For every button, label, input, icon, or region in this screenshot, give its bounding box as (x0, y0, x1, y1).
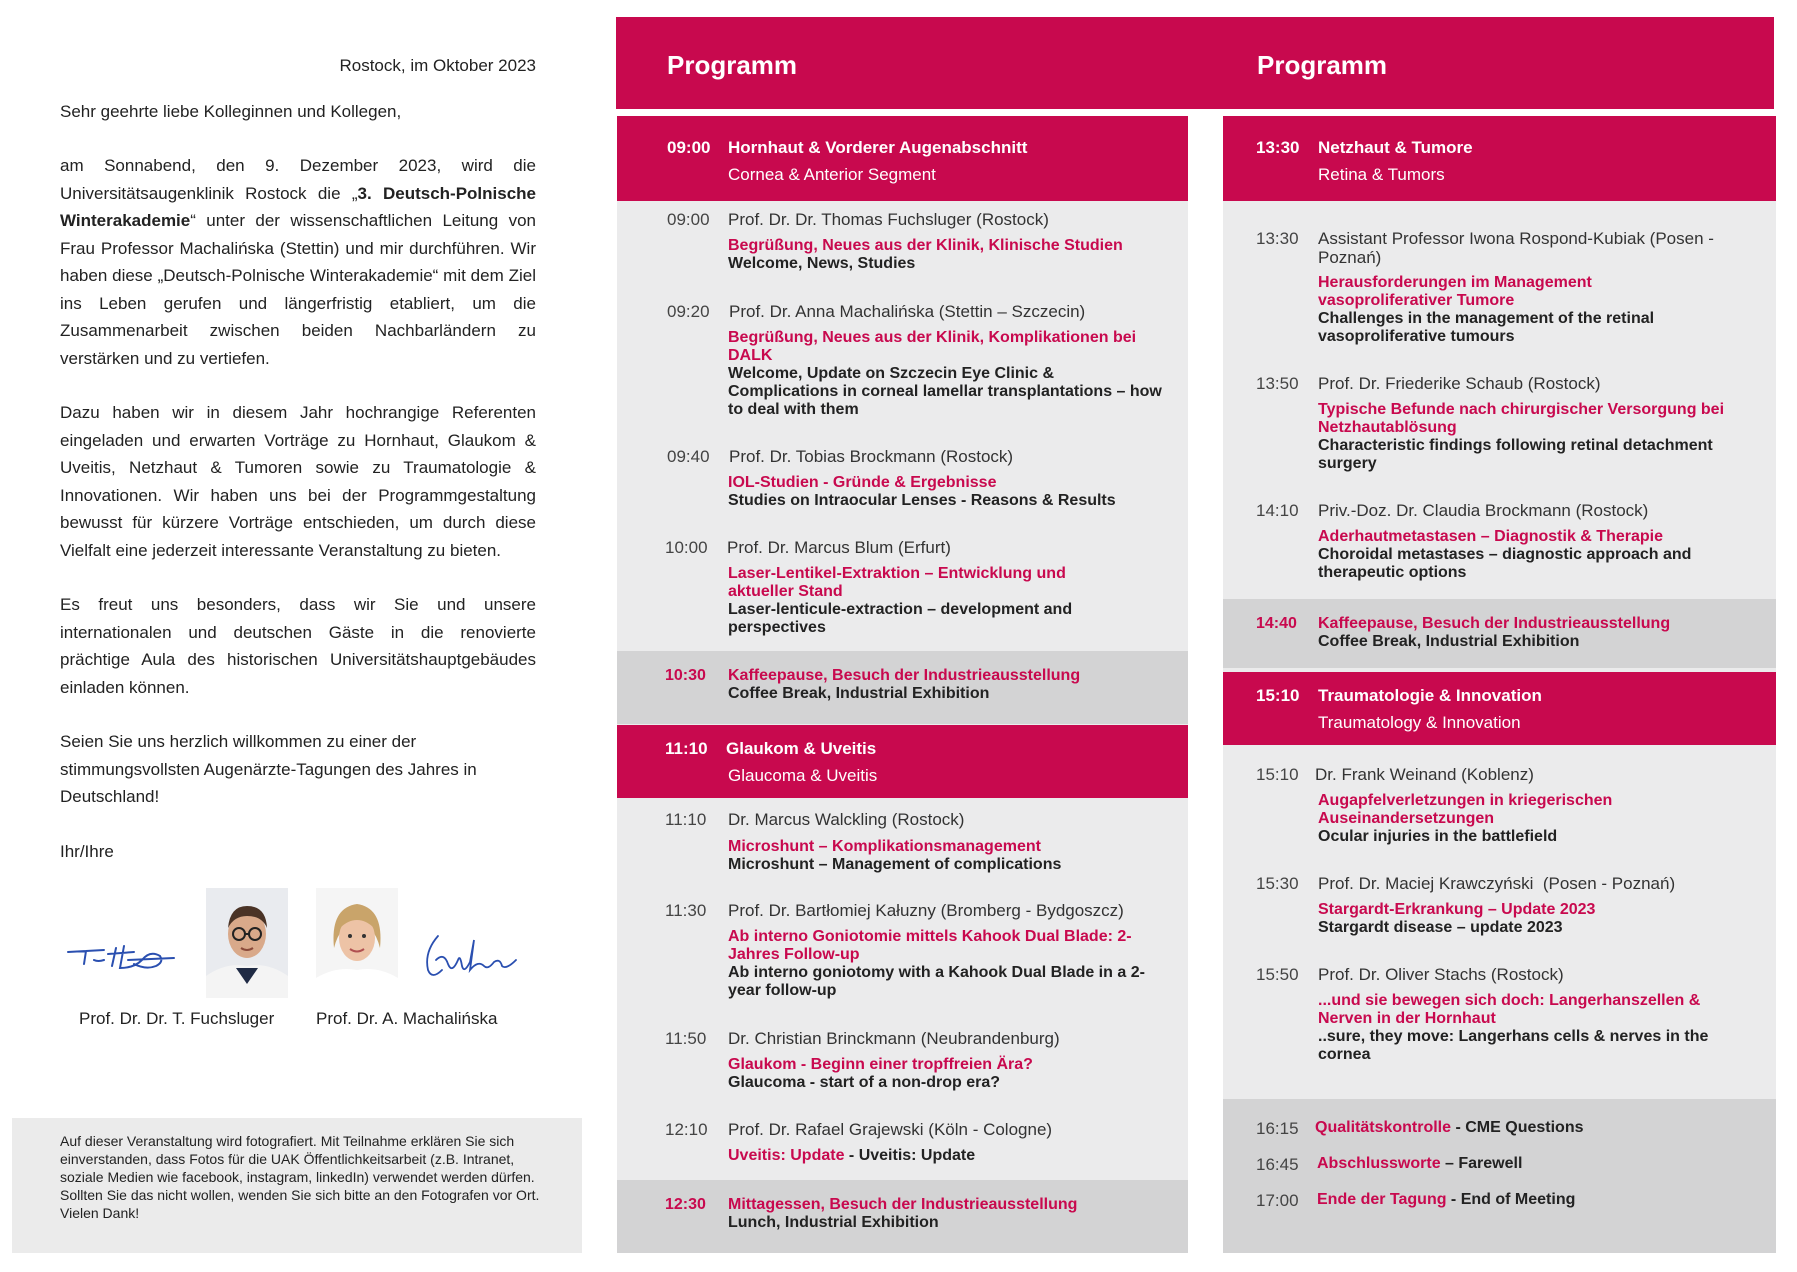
letter-salutation: Sehr geehrte liebe Kolleginnen und Kollegen, (60, 101, 402, 121)
talk-title-en: Ocular injuries in the battlefield (1318, 828, 1558, 845)
talk-time: 11:30 (665, 901, 707, 920)
closing-time: 16:15 (1256, 1119, 1299, 1138)
photo-notice-text: Auf dieser Veranstaltung wird fotografiert. Mit Teilnahme erklären Sie sich einverstanden, dass Fotos für die UAK Öffentlichkeitsarbeit (z.B. Intranet, soziale Medien wie facebook, instagram, linkedIn) verwendet werden dürfen. Sollten Sie das nicht wollen, wenden Sie sich bitte an den Fotografen vor Ort. Vielen Dank! (60, 1133, 540, 1221)
break-title-en: Coffee Break, Industrial Exhibition (728, 685, 990, 702)
talk-time: 15:10 (1256, 765, 1299, 784)
letter-paragraph-3: Es freut uns besonders, dass wir Sie und unsere internationalen und deutschen Gäste in die renovierte prächtige Aula des historischen Universitätshauptgebäudes einladen können. (60, 595, 536, 697)
section-time: 15:10 (1256, 686, 1300, 705)
section-header-cornea (617, 116, 1188, 201)
talk-title-en: Microshunt – Management of complications (728, 856, 1062, 873)
woman-portrait-icon (316, 888, 398, 998)
talk-speaker: Dr. Frank Weinand (Koblenz) (1315, 765, 1534, 784)
talk-title-de: Augapfelverletzungen in kriegerischen Auseinandersetzungen (1318, 792, 1613, 827)
talk-title-en: ..sure, they move: Langerhans cells & nerves in the cornea (1318, 1028, 1709, 1063)
letter-p1-text-a: am Sonnabend, den 9. Dezember 2023, wird die Universitätsaugenklinik Rostock die „ (60, 156, 536, 203)
talk-title-en: Studies on Intraocular Lenses - Reasons & Results (728, 492, 1116, 509)
talk-title-en: Choroidal metastases – diagnostic approach and therapeutic options (1318, 546, 1692, 581)
talk-speaker: Prof. Dr. Maciej Krawczyński (Posen - Poznań) (1318, 874, 1676, 893)
talk-speaker: Prof. Dr. Bartłomiej Kałuzny (Bromberg - Bydgoszcz) (728, 901, 1124, 920)
section-subtitle: Traumatology & Innovation (1318, 713, 1521, 732)
program-header-bar (616, 17, 1774, 109)
talk-time: 10:00 (665, 538, 708, 557)
talk-speaker: Prof. Dr. Anna Machalińska (Stettin – Szczecin) (729, 302, 1086, 321)
section-header-retina (1223, 116, 1776, 201)
letter-date: Rostock, im Oktober 2023 (339, 56, 536, 75)
talk-speaker: Dr. Marcus Walckling (Rostock) (728, 810, 965, 829)
talk-time: 09:00 (667, 210, 710, 229)
signature-machalinska (418, 930, 522, 986)
talk-speaker: Prof. Dr. Dr. Thomas Fuchsluger (Rostock) (728, 210, 1049, 229)
talk-speaker: Priv.-Doz. Dr. Claudia Brockmann (Rostock) (1318, 501, 1649, 520)
break-title-de: Kaffeepause, Besuch der Industrieausstellung (728, 667, 1081, 684)
section-title: Netzhaut & Tumore (1318, 138, 1473, 157)
section-title: Traumatologie & Innovation (1318, 686, 1542, 705)
closing-title-en: - CME Questions (1451, 1119, 1584, 1136)
talk-speaker: Dr. Christian Brinckmann (Neubrandenburg) (728, 1029, 1060, 1048)
break-title-de: Kaffeepause, Besuch der Industrieausstellung (1318, 615, 1671, 632)
talk-title-de: ...und sie bewegen sich doch: Langerhanszellen & Nerven in der Hornhaut (1318, 992, 1701, 1027)
break-title-de: Mittagessen, Besuch der Industrieausstellung (728, 1196, 1078, 1213)
talk-time: 13:30 (1256, 229, 1299, 248)
closing-item (1317, 1155, 1522, 1173)
signature-fuchsluger (64, 938, 184, 978)
talk-title-en: Characteristic findings following retinal detachment surgery (1318, 437, 1713, 472)
letter-paragraph-4: Seien Sie uns herzlich willkommen zu einer der stimmungsvollsten Augenärzte-Tagungen des Jahres in Deutschland! (60, 732, 477, 806)
section-subtitle: Retina & Tumors (1318, 165, 1445, 184)
talk-title-inline (728, 1147, 975, 1165)
talk-title-en: Stargardt disease – update 2023 (1318, 919, 1563, 936)
program-column-afternoon (1223, 116, 1776, 1253)
talk-time: 09:40 (667, 447, 710, 466)
closing-item (1315, 1119, 1583, 1137)
talk-speaker: Prof. Dr. Oliver Stachs (Rostock) (1318, 965, 1564, 984)
talk-title-de: Glaukom - Beginn einer tropffreien Ära? (728, 1056, 1033, 1073)
talk-title-en: Welcome, News, Studies (728, 255, 916, 272)
section-header-traumatology (1223, 672, 1776, 745)
talk-title-en: Welcome, Update on Szczecin Eye Clinic & Complications in corneal lamellar transplantations – how to deal with them (728, 365, 1162, 418)
talk-speaker: Prof. Dr. Tobias Brockmann (Rostock) (729, 447, 1014, 466)
talk-time: 11:50 (665, 1029, 707, 1048)
letter-signoff: Ihr/Ihre (60, 841, 114, 861)
section-title: Glaukom & Uveitis (726, 739, 877, 758)
talk-title-de: Begrüßung, Neues aus der Klinik, Klinische Studien (728, 237, 1123, 254)
section-title: Hornhaut & Vorderer Augenabschnitt (728, 138, 1028, 157)
talk-title-de: IOL-Studien - Gründe & Ergebnisse (728, 474, 997, 491)
break-coffee (617, 651, 1188, 724)
closing-time: 17:00 (1256, 1191, 1299, 1210)
program-title-left: Programm (667, 50, 798, 80)
talk-title-de: Typische Befunde nach chirurgischer Versorgung bei Netzhautablösung (1318, 401, 1725, 436)
talk-title-en: Glaucoma - start of a non-drop era? (728, 1074, 1001, 1091)
section-subtitle: Glaucoma & Uveitis (728, 766, 878, 785)
talk-title-de: Begrüßung, Neues aus der Klinik, Komplikationen bei DALK (728, 329, 1137, 364)
talk-time: 15:50 (1256, 965, 1299, 984)
break-title-en: Lunch, Industrial Exhibition (728, 1214, 939, 1231)
section-time: 13:30 (1256, 138, 1300, 157)
man-portrait-icon (206, 888, 288, 998)
talk-time: 09:20 (667, 302, 710, 321)
signer-1-name: Prof. Dr. Dr. T. Fuchsluger (79, 1009, 275, 1028)
talk-speaker: Prof. Dr. Marcus Blum (Erfurt) (727, 538, 951, 557)
section-time: 09:00 (667, 138, 711, 157)
break-time: 10:30 (665, 667, 706, 684)
talk-time: 14:10 (1256, 501, 1299, 520)
event-name: 3. Deutsch-Polnische Winterakademie (60, 183, 537, 230)
closing-title-en: – Farewell (1440, 1155, 1523, 1172)
closing-item (1317, 1191, 1575, 1209)
talk-title-en: - Uveitis: Update (844, 1147, 976, 1164)
portrait-machalinska (316, 888, 398, 998)
talk-title-de: Microshunt – Komplikationsmanagement (728, 838, 1041, 855)
program-title-right: Programm (1257, 50, 1388, 80)
talk-title-de: Ab interno Goniotomie mittels Kahook Dual Blade: 2-Jahres Follow-up (728, 928, 1132, 963)
letter-p1-text-c: “ unter der wissenschaftlichen Leitung von Frau Professor Machalińska (Stettin) und mir durchführen. Wir haben diese „Deutsch-Polnische Winterakademie“ mit dem Ziel ins Leben gerufen und längerfristig etabliert, um die Zusammenarbeit zwischen beiden Nachbarländern zu verstärken und zu vertiefen. (60, 211, 536, 368)
talk-time: 11:10 (665, 810, 707, 829)
closing-title-en: - End of Meeting (1446, 1191, 1576, 1208)
talk-title-de: Uveitis: Update (728, 1147, 845, 1164)
talk-title-en: Laser-lenticule-extraction – development and perspectives (728, 601, 1073, 636)
talk-title-de: Aderhautmetastasen – Diagnostik & Therapie (1318, 528, 1663, 545)
talk-title-en: Ab interno goniotomy with a Kahook Dual Blade in a 2-year follow-up (728, 964, 1145, 999)
closing-title-de: Qualitätskontrolle (1315, 1119, 1452, 1136)
closing-block (1223, 1099, 1776, 1253)
talk-time: 13:50 (1256, 374, 1299, 393)
talk-title-de: Laser-Lentikel-Extraktion – Entwicklung und aktueller Stand (728, 565, 1066, 600)
talk-title-de: Stargardt-Erkrankung – Update 2023 (1318, 901, 1596, 918)
section-header-glaucoma (617, 725, 1188, 798)
talk-time: 15:30 (1256, 874, 1299, 893)
break-title-en: Coffee Break, Industrial Exhibition (1318, 633, 1580, 650)
signature-area (62, 888, 532, 1038)
section-subtitle: Cornea & Anterior Segment (728, 165, 936, 184)
break-time: 12:30 (665, 1196, 706, 1213)
talk-speaker: Prof. Dr. Friederike Schaub (Rostock) (1318, 374, 1601, 393)
welcome-letter (60, 52, 536, 892)
closing-time: 16:45 (1256, 1155, 1299, 1174)
talk-time: 12:10 (665, 1120, 708, 1139)
program-column-morning (617, 116, 1188, 1253)
talk-title-de: Herausforderungen im Management vasoproliferativer Tumore (1318, 274, 1592, 309)
break-lunch (617, 1180, 1188, 1253)
closing-title-de: Ende der Tagung (1317, 1191, 1447, 1208)
portrait-fuchsluger (206, 888, 288, 998)
talk-speaker: Assistant Professor Iwona Rospond-Kubiak (Posen - Poznań) (1318, 229, 1714, 267)
break-time: 14:40 (1256, 615, 1297, 632)
break-coffee (1223, 599, 1776, 668)
signer-2-name: Prof. Dr. A. Machalińska (316, 1009, 498, 1028)
talk-speaker: Prof. Dr. Rafael Grajewski (Köln - Cologne) (728, 1120, 1053, 1139)
talk-title-en: Challenges in the management of the retinal vasoproliferative tumours (1318, 310, 1655, 345)
letter-paragraph-2: Dazu haben wir in diesem Jahr hochrangige Referenten eingeladen und erwarten Vorträge zu Hornhaut, Glaukom & Uveitis, Netzhaut & Tumoren sowie zu Traumatologie & Innovationen. Wir haben uns bei der Programmgestaltung bewusst für kürzere Vorträge entschieden, um durch diese Vielfalt eine jederzeit interessante Veranstaltung zu bieten. (60, 403, 536, 560)
photo-notice-box (12, 1118, 582, 1253)
closing-title-de: Abschlussworte (1317, 1155, 1441, 1172)
section-time: 11:10 (665, 739, 708, 758)
letter-paragraph-1 (60, 152, 536, 372)
